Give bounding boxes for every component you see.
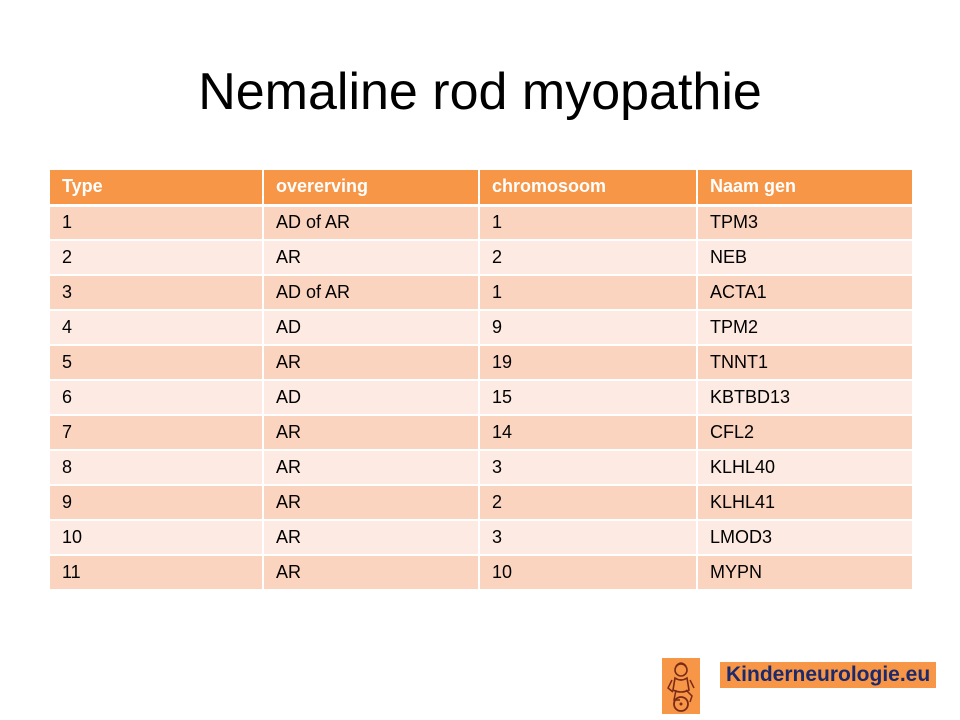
table-row [49, 345, 913, 380]
cell-naam-gen: TNNT1 [697, 345, 913, 380]
table-row [49, 485, 913, 520]
table-row [49, 555, 913, 590]
cell-overerving: AR [263, 555, 479, 590]
cell-naam-gen: LMOD3 [697, 520, 913, 555]
child-wheelchair-icon [662, 658, 700, 714]
cell-type: 6 [49, 380, 263, 415]
cell-chromosoom: 14 [479, 415, 697, 450]
table-row [49, 380, 913, 415]
cell-type: 4 [49, 310, 263, 345]
cell-naam-gen: TPM3 [697, 205, 913, 240]
cell-overerving: AR [263, 240, 479, 275]
cell-overerving: AR [263, 520, 479, 555]
logo-text: Kinderneurologie.eu [720, 662, 936, 688]
table-row [49, 310, 913, 345]
cell-overerving: AR [263, 485, 479, 520]
cell-type: 10 [49, 520, 263, 555]
cell-type: 3 [49, 275, 263, 310]
cell-naam-gen: KLHL40 [697, 450, 913, 485]
header-type: Type [49, 169, 263, 205]
cell-naam-gen: MYPN [697, 555, 913, 590]
cell-type: 2 [49, 240, 263, 275]
cell-overerving: AR [263, 415, 479, 450]
slide-title: Nemaline rod myopathie [198, 63, 762, 121]
table-row [49, 520, 913, 555]
table-row [49, 450, 913, 485]
cell-chromosoom: 1 [479, 205, 697, 240]
cell-chromosoom: 3 [479, 450, 697, 485]
cell-type: 1 [49, 205, 263, 240]
cell-chromosoom: 3 [479, 520, 697, 555]
cell-naam-gen: KLHL41 [697, 485, 913, 520]
cell-chromosoom: 15 [479, 380, 697, 415]
cell-overerving: AD [263, 380, 479, 415]
cell-overerving: AD of AR [263, 205, 479, 240]
table-header-row [49, 169, 913, 205]
cell-type: 8 [49, 450, 263, 485]
table-row [49, 275, 913, 310]
cell-chromosoom: 10 [479, 555, 697, 590]
cell-overerving: AR [263, 345, 479, 380]
cell-type: 5 [49, 345, 263, 380]
cell-type: 7 [49, 415, 263, 450]
table-row [49, 240, 913, 275]
cell-naam-gen: KBTBD13 [697, 380, 913, 415]
cell-naam-gen: NEB [697, 240, 913, 275]
cell-naam-gen: ACTA1 [697, 275, 913, 310]
cell-naam-gen: CFL2 [697, 415, 913, 450]
cell-type: 11 [49, 555, 263, 590]
cell-overerving: AR [263, 450, 479, 485]
cell-overerving: AD [263, 310, 479, 345]
cell-overerving: AD of AR [263, 275, 479, 310]
cell-type: 9 [49, 485, 263, 520]
logo [662, 658, 931, 714]
cell-naam-gen: TPM2 [697, 310, 913, 345]
header-overerving: overerving [263, 169, 479, 205]
cell-chromosoom: 1 [479, 275, 697, 310]
table-row [49, 415, 913, 450]
cell-chromosoom: 9 [479, 310, 697, 345]
cell-chromosoom: 2 [479, 485, 697, 520]
cell-chromosoom: 19 [479, 345, 697, 380]
cell-chromosoom: 2 [479, 240, 697, 275]
header-chromosoom: chromosoom [479, 169, 697, 205]
table-row [49, 205, 913, 240]
gene-table [48, 168, 914, 591]
header-naam-gen: Naam gen [697, 169, 913, 205]
